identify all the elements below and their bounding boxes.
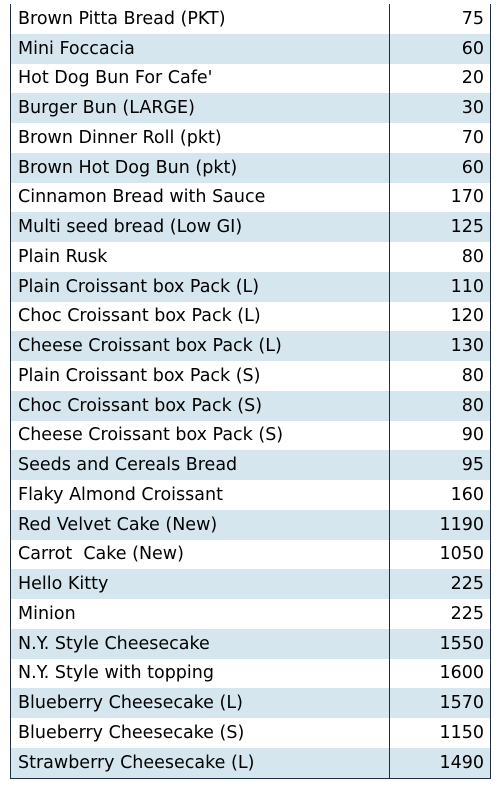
item-price: 1600 [439, 663, 484, 684]
item-name: Choc Croissant box Pack (S) [11, 391, 390, 421]
item-price: 80 [461, 395, 484, 416]
item-name: Hot Dog Bun For Cafe' [11, 64, 390, 94]
item-price: 75 [461, 8, 484, 29]
item-name: Blueberry Cheesecake (S) [11, 718, 390, 748]
item-name: Burger Bun (LARGE) [11, 93, 390, 123]
table-row [11, 540, 490, 570]
item-price: 225 [450, 603, 484, 624]
table-row [11, 480, 490, 510]
item-name: Cinnamon Bread with Sauce [11, 183, 390, 213]
item-name: Brown Dinner Roll (pkt) [11, 123, 390, 153]
table-row [11, 659, 490, 689]
table-row [11, 64, 490, 94]
item-price: 120 [450, 306, 484, 327]
item-price: 60 [461, 157, 484, 178]
table-row [11, 718, 490, 748]
item-price: 1190 [439, 514, 484, 535]
table-row [11, 183, 490, 213]
item-name: Plain Rusk [11, 242, 390, 272]
item-name: Flaky Almond Croissant [11, 480, 390, 510]
item-price: 130 [450, 336, 484, 357]
table-row [11, 4, 490, 34]
price-list-table [10, 4, 491, 779]
item-price: 1050 [439, 544, 484, 565]
table-row [11, 153, 490, 183]
table-row [11, 510, 490, 540]
item-price: 30 [461, 98, 484, 119]
table-row [11, 391, 490, 421]
item-price: 225 [450, 574, 484, 595]
item-price: 95 [461, 455, 484, 476]
item-name: Blueberry Cheesecake (L) [11, 688, 390, 718]
table-row [11, 569, 490, 599]
item-price: 80 [461, 246, 484, 267]
table-row [11, 421, 490, 451]
item-name: Seeds and Cereals Bread [11, 450, 390, 480]
table-row [11, 302, 490, 332]
item-name: Red Velvet Cake (New) [11, 510, 390, 540]
item-price: 20 [461, 68, 484, 89]
table-row [11, 450, 490, 480]
item-price: 125 [450, 217, 484, 238]
item-name: Minion [11, 599, 390, 629]
item-price: 1150 [439, 722, 484, 743]
item-name: Brown Pitta Bread (PKT) [11, 4, 390, 34]
item-name: Strawberry Cheesecake (L) [11, 748, 390, 778]
table-row [11, 331, 490, 361]
item-name: Carrot Cake (New) [11, 540, 390, 570]
item-name: Plain Croissant box Pack (S) [11, 361, 390, 391]
item-name: Cheese Croissant box Pack (S) [11, 421, 390, 451]
item-price: 90 [461, 425, 484, 446]
item-price: 170 [450, 187, 484, 208]
item-price: 80 [461, 365, 484, 386]
table-row [11, 272, 490, 302]
item-name: N.Y. Style with topping [11, 659, 390, 689]
item-name: Plain Croissant box Pack (L) [11, 272, 390, 302]
item-price: 60 [461, 38, 484, 59]
table-row [11, 629, 490, 659]
table-row [11, 361, 490, 391]
item-name: Multi seed bread (Low GI) [11, 212, 390, 242]
item-name: N.Y. Style Cheesecake [11, 629, 390, 659]
table-row [11, 599, 490, 629]
item-price: 70 [461, 127, 484, 148]
item-price: 160 [450, 484, 484, 505]
item-price: 1550 [439, 633, 484, 654]
table-row [11, 34, 490, 64]
table-row [11, 212, 490, 242]
table-row [11, 242, 490, 272]
item-price: 110 [450, 276, 484, 297]
table-row [11, 748, 490, 778]
item-name: Mini Foccacia [11, 34, 390, 64]
item-name: Hello Kitty [11, 569, 390, 599]
item-name: Choc Croissant box Pack (L) [11, 302, 390, 332]
table-row [11, 123, 490, 153]
table-row [11, 688, 490, 718]
item-name: Cheese Croissant box Pack (L) [11, 331, 390, 361]
item-price: 1570 [439, 693, 484, 714]
item-name: Brown Hot Dog Bun (pkt) [11, 153, 390, 183]
item-price: 1490 [439, 752, 484, 773]
table-row [11, 93, 490, 123]
